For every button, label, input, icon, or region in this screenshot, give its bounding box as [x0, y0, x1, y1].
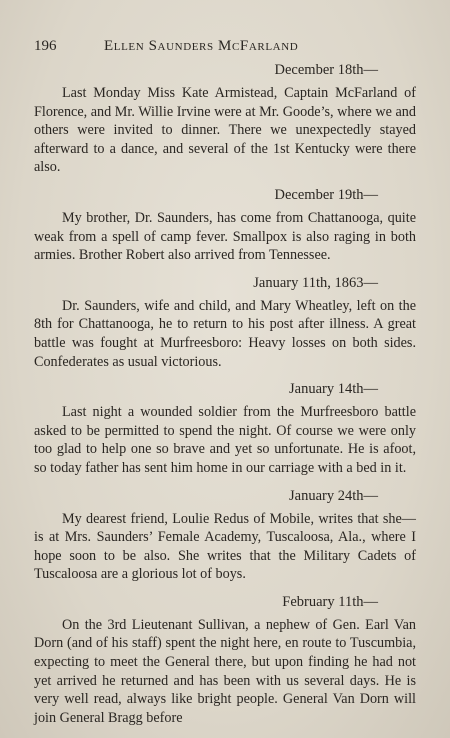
- entry-date: January 14th—: [289, 381, 378, 398]
- entry-date: February 11th—: [282, 593, 378, 610]
- diary-entry: [34, 274, 416, 371]
- diary-entry: [34, 487, 416, 584]
- running-title: Ellen Saunders McFarland: [104, 38, 299, 54]
- entry-date: December 19th—: [274, 186, 378, 203]
- diary-entry: [34, 380, 416, 477]
- entry-text: My brother, Dr. Saunders, has come from Chattanooga, quite weak from a spell of camp fever. Smallpox is also raging in both armies. Brother Robert also arrived from Tennessee.: [34, 209, 416, 264]
- entry-date: January 24th—: [289, 487, 378, 504]
- page-number: 196: [34, 38, 57, 54]
- running-head: [34, 38, 416, 55]
- entry-date: December 18th—: [274, 62, 378, 78]
- entry-text: Dr. Saunders, wife and child, and Mary Wheatley, left on the 8th for Chattanooga, he to return to his post after illness. A great battle was fought at Murfreesboro: Heavy losses on both sides. Confederates as usual victorious.: [34, 297, 416, 370]
- diary-entry: [34, 186, 416, 265]
- entry-text: On the 3rd Lieutenant Sullivan, a nephew of Gen. Earl Van Dorn (and of his staff) spent the night here, en route to Tuscumbia, expecting to meet the General there, but upon finding he had not yet arrived he returned and has been with us several days. He is very well read, always like bright people. General Van Dorn will join General Bragg before: [34, 616, 416, 726]
- diary-entry: [34, 593, 416, 728]
- entry-date: January 11th, 1863—: [253, 274, 378, 291]
- entry-text: My dearest friend, Loulie Redus of Mobile, writes that she—is at Mrs. Saunders’ Female Academy, Tuscaloosa, Ala., where I hope soon to be also. She writes that the Military Cadets of Tuscaloosa are a glorious lot of boys.: [34, 510, 416, 583]
- entry-text: Last Monday Miss Kate Armistead, Captain McFarland of Florence, and Mr. Willie Irvine were at Mr. Goode’s, where we and others were invited to dinner. There we unexpectedly stayed afterward to a dance, and several of the 1st Kentucky were there also.: [34, 85, 416, 176]
- diary-entry: [34, 61, 416, 177]
- entry-text: Last night a wounded soldier from the Murfreesboro battle asked to be permitted to spend the night. Of course we were only too glad to help one so brave and yet so unfortunate. He is afoot, so today father has sent him home in our carriage with a bed in it.: [34, 404, 416, 476]
